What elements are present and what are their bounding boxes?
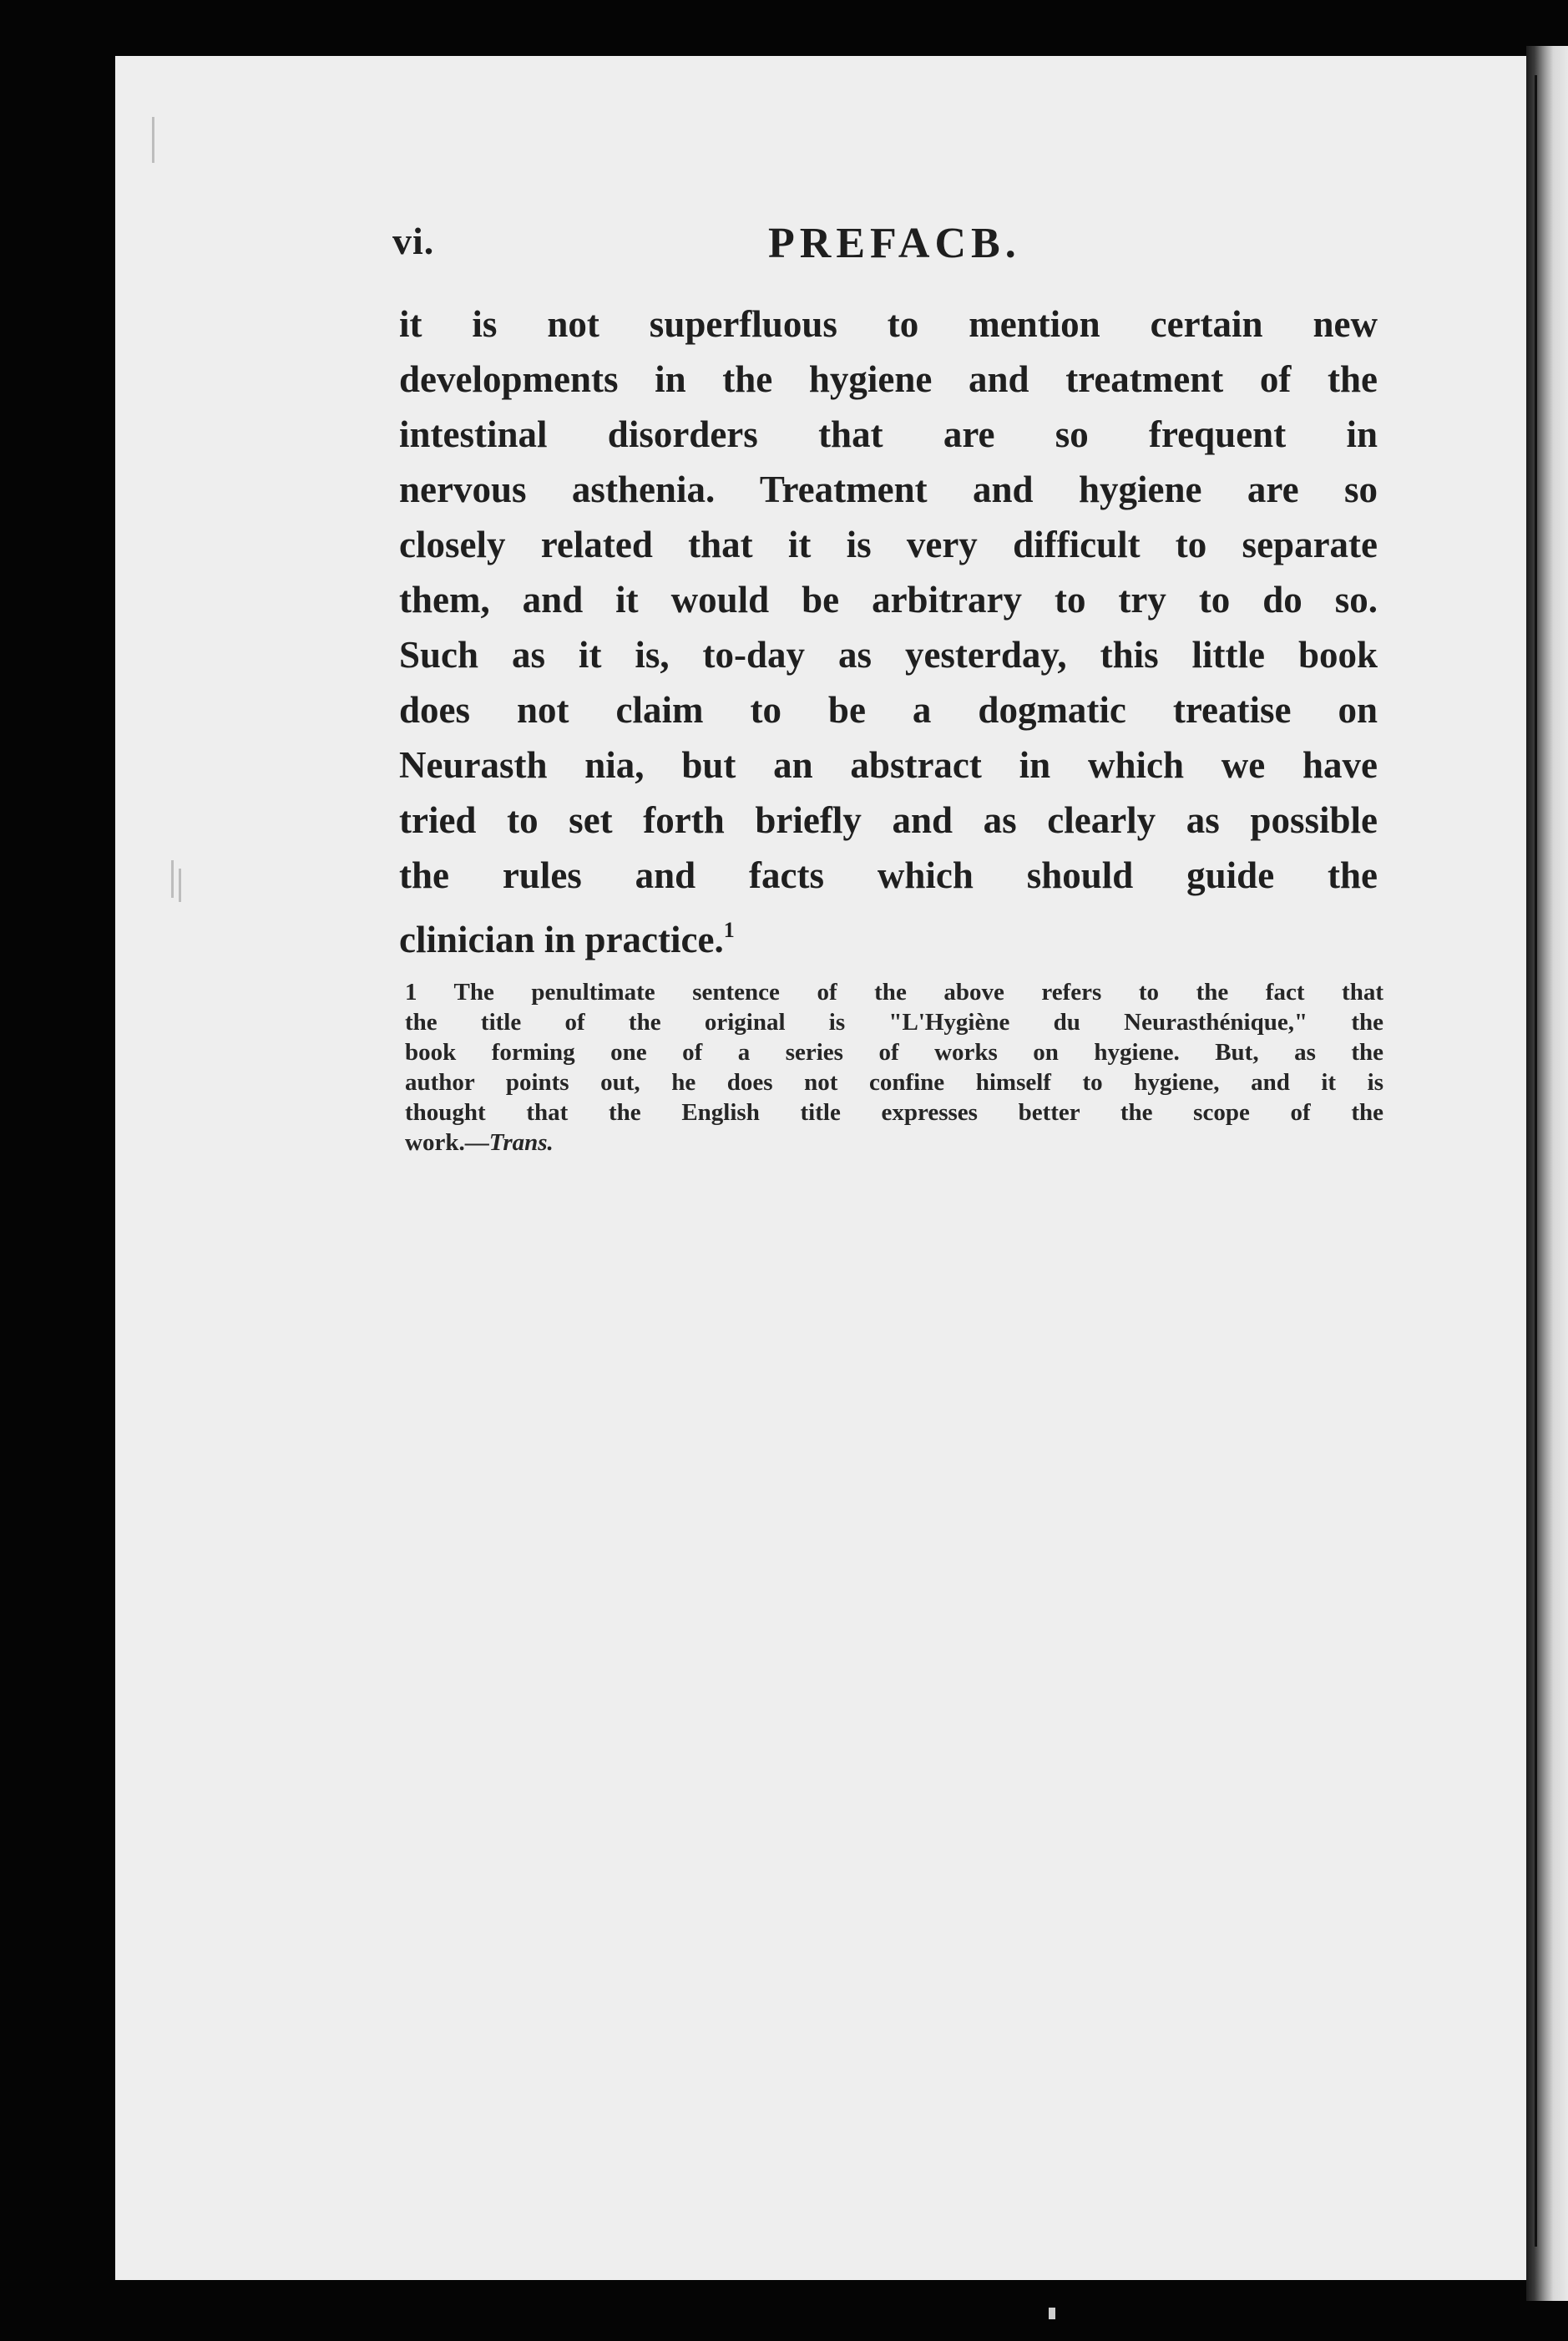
body-line: does not claim to be a dogmatic treatise on: [399, 689, 1378, 731]
footnote-line-last: [405, 1127, 1383, 1158]
page-header: [392, 219, 1428, 269]
body-line-last: [399, 903, 1378, 958]
footnote: [405, 977, 1383, 1158]
footnote-line: author points out, he does not confine himself to hygiene, and it is: [405, 1069, 1383, 1096]
body-line: Such as it is, to-day as yesterday, this little book: [399, 634, 1378, 676]
footnote-line: thought that the English title expresses better the scope of the: [405, 1099, 1383, 1126]
body-line: Neurasth nia, but an abstract in which we have: [399, 744, 1378, 786]
body-line: it is not superfluous to mention certain new: [399, 303, 1378, 345]
left-edge-mark: [171, 860, 174, 898]
body-line: closely related that it is very difficult to separate: [399, 524, 1378, 565]
translator-signature: Trans.: [488, 1129, 554, 1156]
footnote-line-text: work.—: [405, 1129, 489, 1156]
left-edge-mark: [152, 117, 154, 163]
footnote-line: the title of the original is "L'Hygiène du Neurasthénique," the: [405, 1009, 1383, 1036]
footnote-line: 1 The penultimate sentence of the above refers to the fact that: [405, 979, 1383, 1006]
body-line: the rules and facts which should guide the: [399, 854, 1378, 896]
body-paragraph: [399, 296, 1378, 958]
left-edge-mark: [179, 869, 181, 902]
footnote-line: book forming one of a series of works on hygiene. But, as the: [405, 1039, 1383, 1066]
body-line: tried to set forth briefly and as clearly as possible: [399, 799, 1378, 841]
footnote-reference: 1: [723, 918, 735, 942]
page-number: vi.: [392, 220, 435, 262]
fore-edge-shadow: [1535, 75, 1537, 2247]
body-line: them, and it would be arbitrary to try to do so.: [399, 579, 1378, 621]
body-line: developments in the hygiene and treatment of the: [399, 358, 1378, 400]
page-fore-edge: [1526, 46, 1568, 2301]
bottom-edge-mark: [1049, 2308, 1055, 2319]
body-line: nervous asthenia. Treatment and hygiene are so: [399, 469, 1378, 510]
running-head: PREFACB.: [768, 220, 1021, 267]
body-line: intestinal disorders that are so frequent in: [399, 413, 1378, 455]
body-line-text: clinician in practice.: [399, 919, 724, 960]
